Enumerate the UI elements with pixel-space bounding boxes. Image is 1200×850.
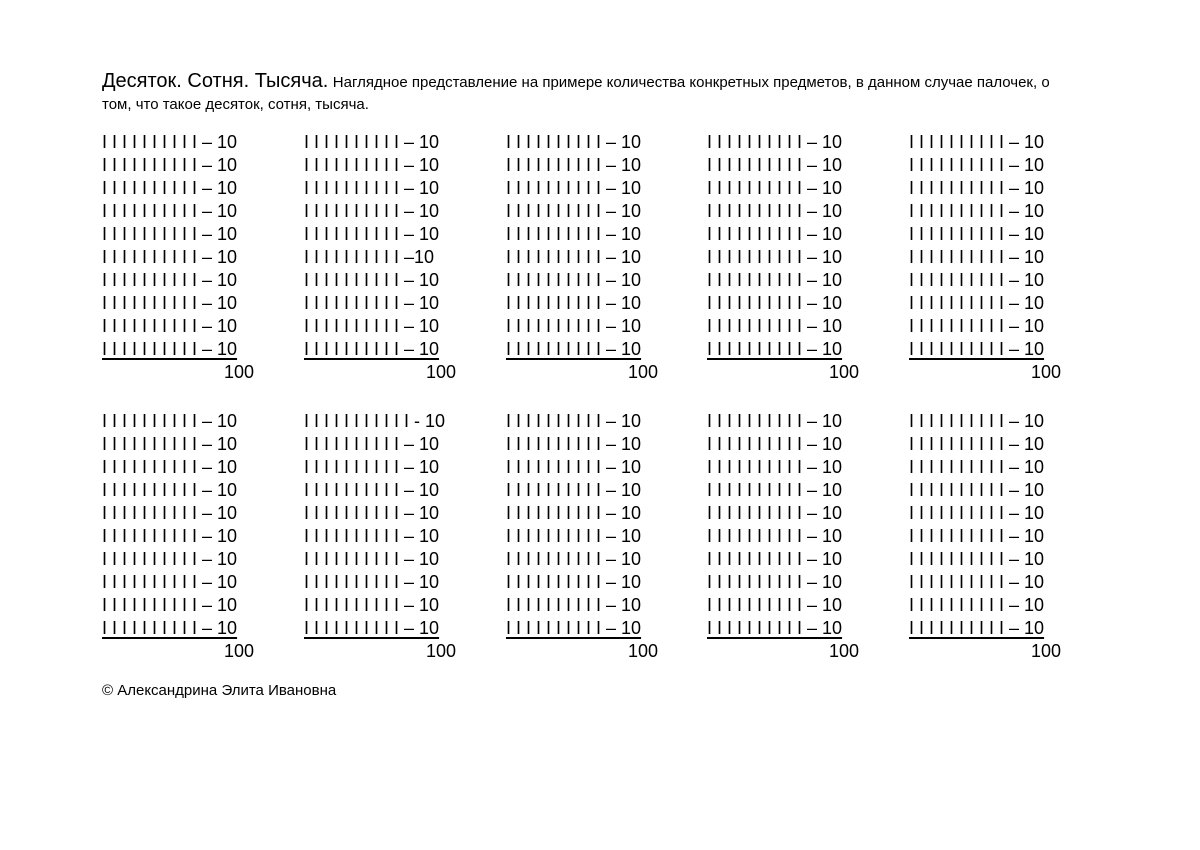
ten-sticks-line: I I I I I I I I I I – 10: [304, 155, 440, 175]
page-header: [102, 70, 1062, 116]
hundred-total: 100: [828, 362, 859, 382]
ten-sticks-line: I I I I I I I I I I – 10: [506, 293, 642, 313]
ten-sticks-line: I I I I I I I I I I – 10: [102, 618, 238, 638]
ten-sticks-line: I I I I I I I I I I – 10: [102, 572, 238, 592]
ten-sticks-line: I I I I I I I I I I – 10: [506, 434, 642, 454]
ten-sticks-line: I I I I I I I I I I – 10: [304, 526, 440, 546]
ten-sticks-line: I I I I I I I I I I – 10: [304, 339, 440, 359]
ten-sticks-line: I I I I I I I I I I – 10: [707, 155, 843, 175]
ten-sticks-line: I I I I I I I I I I – 10: [304, 132, 440, 152]
ten-sticks-line: I I I I I I I I I I – 10: [707, 178, 843, 198]
copyright-footer: © Александрина Элита Ивановна: [102, 682, 337, 699]
ten-sticks-line: I I I I I I I I I I – 10: [102, 549, 238, 569]
ten-sticks-line: I I I I I I I I I I – 10: [707, 411, 843, 431]
ten-sticks-line: I I I I I I I I I I – 10: [707, 339, 843, 359]
ten-sticks-line: I I I I I I I I I I –10: [304, 247, 435, 267]
ten-sticks-line: I I I I I I I I I I – 10: [506, 526, 642, 546]
hundred-total: 100: [1030, 362, 1061, 382]
ten-sticks-line: I I I I I I I I I I – 10: [909, 434, 1045, 454]
ten-sticks-line: I I I I I I I I I I – 10: [304, 595, 440, 615]
ten-sticks-line: I I I I I I I I I I – 10: [304, 178, 440, 198]
stick-block: [304, 131, 456, 384]
ten-sticks-line: I I I I I I I I I I – 10: [102, 411, 238, 431]
ten-sticks-line: I I I I I I I I I I – 10: [102, 457, 238, 477]
hundred-total: 100: [223, 362, 254, 382]
hundred-total: 100: [425, 641, 456, 661]
ten-sticks-line: I I I I I I I I I I – 10: [506, 247, 642, 267]
ten-sticks-line: I I I I I I I I I I – 10: [909, 201, 1045, 221]
ten-sticks-line: I I I I I I I I I I – 10: [506, 572, 642, 592]
ten-sticks-line: I I I I I I I I I I – 10: [506, 270, 642, 290]
ten-sticks-line: I I I I I I I I I I – 10: [102, 480, 238, 500]
ten-sticks-line: I I I I I I I I I I – 10: [506, 595, 642, 615]
ten-sticks-line: I I I I I I I I I I – 10: [707, 480, 843, 500]
page-subtitle: Наглядное представление на примере количества конкретных предметов, в данном случае палочек, о том, что такое десяток, сотня, тысяча.: [102, 74, 1050, 113]
ten-sticks-line: I I I I I I I I I I – 10: [506, 457, 642, 477]
ten-sticks-line: I I I I I I I I I I – 10: [707, 293, 843, 313]
ten-sticks-line: I I I I I I I I I I – 10: [909, 178, 1045, 198]
hundred-total: 100: [425, 362, 456, 382]
ten-sticks-line: I I I I I I I I I I – 10: [506, 618, 642, 638]
ten-sticks-line: I I I I I I I I I I – 10: [909, 480, 1045, 500]
hundred-total: 100: [627, 362, 658, 382]
ten-sticks-line: I I I I I I I I I I – 10: [506, 224, 642, 244]
ten-sticks-line: I I I I I I I I I I – 10: [909, 549, 1045, 569]
ten-sticks-line: I I I I I I I I I I – 10: [102, 595, 238, 615]
ten-sticks-line: I I I I I I I I I I – 10: [304, 224, 440, 244]
stick-block: [102, 131, 254, 384]
ten-sticks-line: I I I I I I I I I I – 10: [909, 270, 1045, 290]
hundred-total: 100: [223, 641, 254, 661]
ten-sticks-line: I I I I I I I I I I – 10: [304, 480, 440, 500]
ten-sticks-line: I I I I I I I I I I – 10: [304, 503, 440, 523]
ten-sticks-line: I I I I I I I I I I – 10: [707, 572, 843, 592]
ten-sticks-line: I I I I I I I I I I – 10: [707, 132, 843, 152]
ten-sticks-line: I I I I I I I I I I – 10: [102, 155, 238, 175]
ten-sticks-line: I I I I I I I I I I – 10: [304, 434, 440, 454]
ten-sticks-line: I I I I I I I I I I – 10: [909, 224, 1045, 244]
ten-sticks-line: I I I I I I I I I I – 10: [707, 247, 843, 267]
ten-sticks-line: I I I I I I I I I I – 10: [909, 155, 1045, 175]
ten-sticks-line: I I I I I I I I I I – 10: [909, 316, 1045, 336]
ten-sticks-line: I I I I I I I I I I – 10: [707, 503, 843, 523]
ten-sticks-line: I I I I I I I I I I – 10: [707, 457, 843, 477]
ten-sticks-line: I I I I I I I I I I – 10: [909, 247, 1045, 267]
ten-sticks-line: I I I I I I I I I I I - 10: [304, 411, 446, 431]
ten-sticks-line: I I I I I I I I I I – 10: [707, 618, 843, 638]
ten-sticks-line: I I I I I I I I I I – 10: [506, 339, 642, 359]
ten-sticks-line: I I I I I I I I I I – 10: [102, 270, 238, 290]
ten-sticks-line: I I I I I I I I I I – 10: [304, 457, 440, 477]
ten-sticks-line: I I I I I I I I I I – 10: [304, 201, 440, 221]
ten-sticks-line: I I I I I I I I I I – 10: [909, 457, 1045, 477]
ten-sticks-line: I I I I I I I I I I – 10: [506, 178, 642, 198]
ten-sticks-line: I I I I I I I I I I – 10: [304, 549, 440, 569]
ten-sticks-line: I I I I I I I I I I – 10: [707, 434, 843, 454]
ten-sticks-line: I I I I I I I I I I – 10: [102, 503, 238, 523]
ten-sticks-line: I I I I I I I I I I – 10: [304, 270, 440, 290]
ten-sticks-line: I I I I I I I I I I – 10: [102, 178, 238, 198]
ten-sticks-line: I I I I I I I I I I – 10: [909, 339, 1045, 359]
ten-sticks-line: I I I I I I I I I I – 10: [102, 293, 238, 313]
ten-sticks-line: I I I I I I I I I I – 10: [304, 293, 440, 313]
ten-sticks-line: I I I I I I I I I I – 10: [707, 595, 843, 615]
ten-sticks-line: I I I I I I I I I I – 10: [707, 316, 843, 336]
stick-block: [304, 410, 456, 663]
ten-sticks-line: I I I I I I I I I I – 10: [506, 411, 642, 431]
ten-sticks-line: I I I I I I I I I I – 10: [304, 316, 440, 336]
ten-sticks-line: I I I I I I I I I I – 10: [909, 595, 1045, 615]
page-title: Десяток. Сотня. Тысяча.: [102, 70, 329, 92]
stick-block: [506, 410, 658, 663]
stick-block: [506, 131, 658, 384]
hundred-total: 100: [828, 641, 859, 661]
ten-sticks-line: I I I I I I I I I I – 10: [304, 572, 440, 592]
ten-sticks-line: I I I I I I I I I I – 10: [304, 618, 440, 638]
ten-sticks-line: I I I I I I I I I I – 10: [909, 411, 1045, 431]
stick-block: [102, 410, 254, 663]
hundred-total: 100: [627, 641, 658, 661]
ten-sticks-line: I I I I I I I I I I – 10: [102, 526, 238, 546]
ten-sticks-line: I I I I I I I I I I – 10: [909, 503, 1045, 523]
ten-sticks-line: I I I I I I I I I I – 10: [506, 201, 642, 221]
stick-block: [909, 410, 1061, 663]
ten-sticks-line: I I I I I I I I I I – 10: [506, 549, 642, 569]
ten-sticks-line: I I I I I I I I I I – 10: [506, 132, 642, 152]
ten-sticks-line: I I I I I I I I I I – 10: [909, 618, 1045, 638]
ten-sticks-line: I I I I I I I I I I – 10: [102, 247, 238, 267]
ten-sticks-line: I I I I I I I I I I – 10: [102, 434, 238, 454]
stick-block: [909, 131, 1061, 384]
ten-sticks-line: I I I I I I I I I I – 10: [707, 224, 843, 244]
ten-sticks-line: I I I I I I I I I I – 10: [707, 526, 843, 546]
ten-sticks-line: I I I I I I I I I I – 10: [707, 549, 843, 569]
stick-block: [707, 131, 859, 384]
ten-sticks-line: I I I I I I I I I I – 10: [102, 132, 238, 152]
ten-sticks-line: I I I I I I I I I I – 10: [909, 132, 1045, 152]
ten-sticks-line: I I I I I I I I I I – 10: [506, 480, 642, 500]
ten-sticks-line: I I I I I I I I I I – 10: [909, 526, 1045, 546]
ten-sticks-line: I I I I I I I I I I – 10: [707, 270, 843, 290]
ten-sticks-line: I I I I I I I I I I – 10: [102, 339, 238, 359]
hundred-total: 100: [1030, 641, 1061, 661]
ten-sticks-line: I I I I I I I I I I – 10: [909, 293, 1045, 313]
ten-sticks-line: I I I I I I I I I I – 10: [506, 155, 642, 175]
ten-sticks-line: I I I I I I I I I I – 10: [506, 316, 642, 336]
stick-block: [707, 410, 859, 663]
ten-sticks-line: I I I I I I I I I I – 10: [506, 503, 642, 523]
ten-sticks-line: I I I I I I I I I I – 10: [102, 201, 238, 221]
ten-sticks-line: I I I I I I I I I I – 10: [102, 316, 238, 336]
ten-sticks-line: I I I I I I I I I I – 10: [909, 572, 1045, 592]
ten-sticks-line: I I I I I I I I I I – 10: [707, 201, 843, 221]
ten-sticks-line: I I I I I I I I I I – 10: [102, 224, 238, 244]
